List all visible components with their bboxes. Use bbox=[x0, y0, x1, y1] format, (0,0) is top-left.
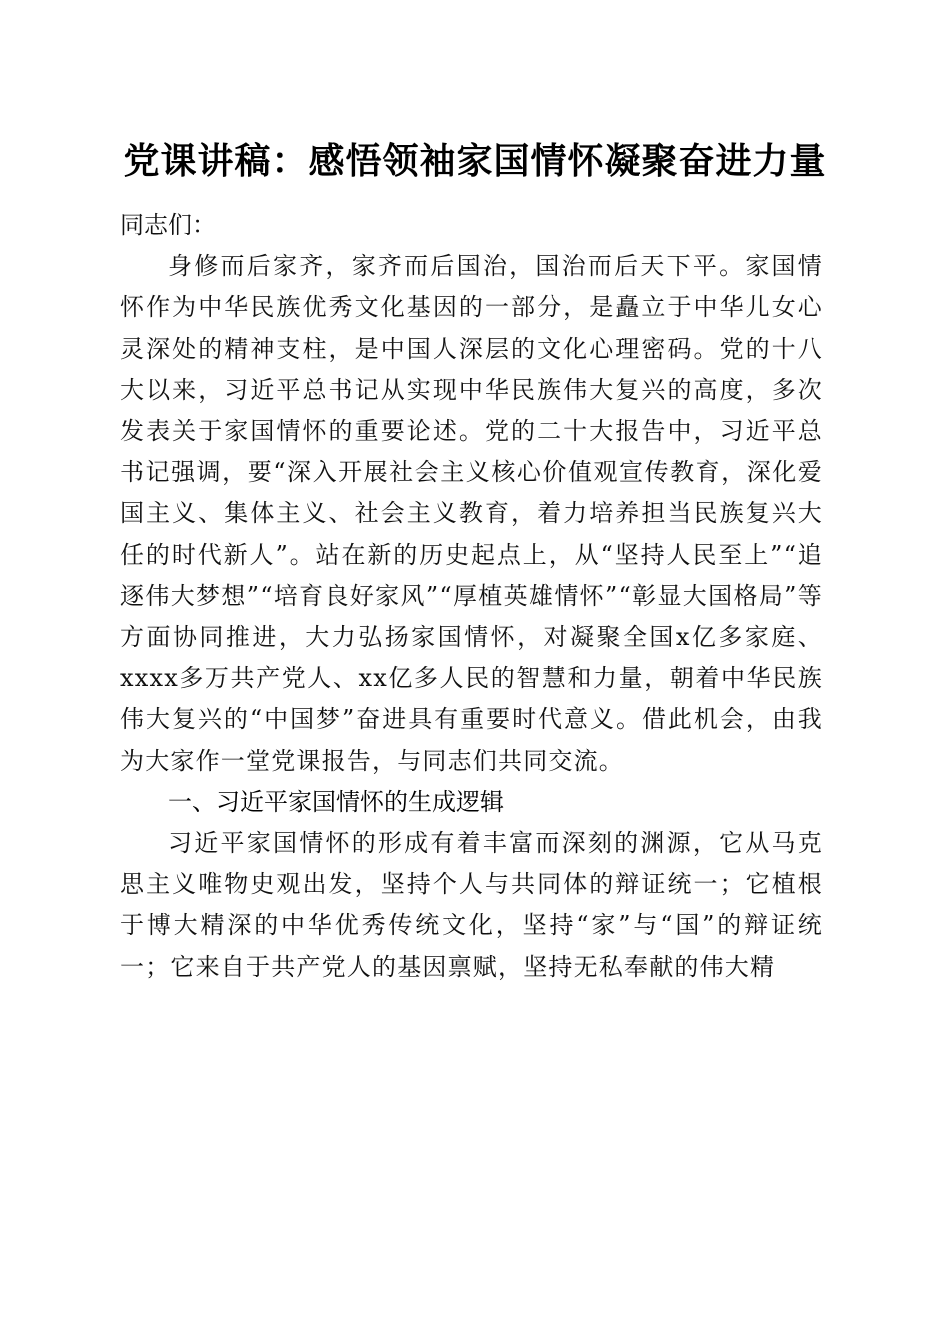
document-body bbox=[120, 205, 823, 988]
paragraph-section-1: 习近平家国情怀的形成有着丰富而深刻的渊源，它从马克思主义唯物史观出发，坚持个人与共同体的辩证统一；它植根于博大精深的中华优秀传统文化，坚持“家”与“国”的辩证统一；它来自于共产党人的基因禀赋，坚持无私奉献的伟大精 bbox=[120, 829, 823, 981]
document-title: 党课讲稿：感悟领袖家国情怀凝聚奋进力量 bbox=[123, 140, 827, 182]
paragraph-intro: 身修而后家齐，家齐而后国治，国治而后天下平。家国情怀作为中华民族优秀文化基因的一部分，是矗立于中华儿女心灵深处的精神支柱，是中国人深层的文化心理密码。党的十八大以来，习近平总书记从实现中华民族伟大复兴的高度，多次发表关于家国情怀的重要论述。党的二十大报告中，习近平总书记强调，要“深入开展社会主义核心价值观宣传教育，深化爱国主义、集体主义、社会主义教育，着力培养担当民族复兴大任的时代新人”。站在新的历史起点上，从“坚持人民至上”“追逐伟大梦想”“培育良好家风”“厚植英雄情怀”“彰显大国格局”等方面协同推进，大力弘扬家国情怀，对凝聚全国x亿多家庭、xxxx多万共产党人、xx亿多人民的智慧和力量，朝着中华民族伟大复兴的“中国梦”奋进具有重要时代意义。借此机会，由我为大家作一堂党课报告，与同志们共同交流。 bbox=[120, 252, 823, 775]
greeting: 同志们： bbox=[120, 211, 216, 239]
section-heading-1: 一、习近平家国情怀的生成逻辑 bbox=[168, 787, 504, 816]
